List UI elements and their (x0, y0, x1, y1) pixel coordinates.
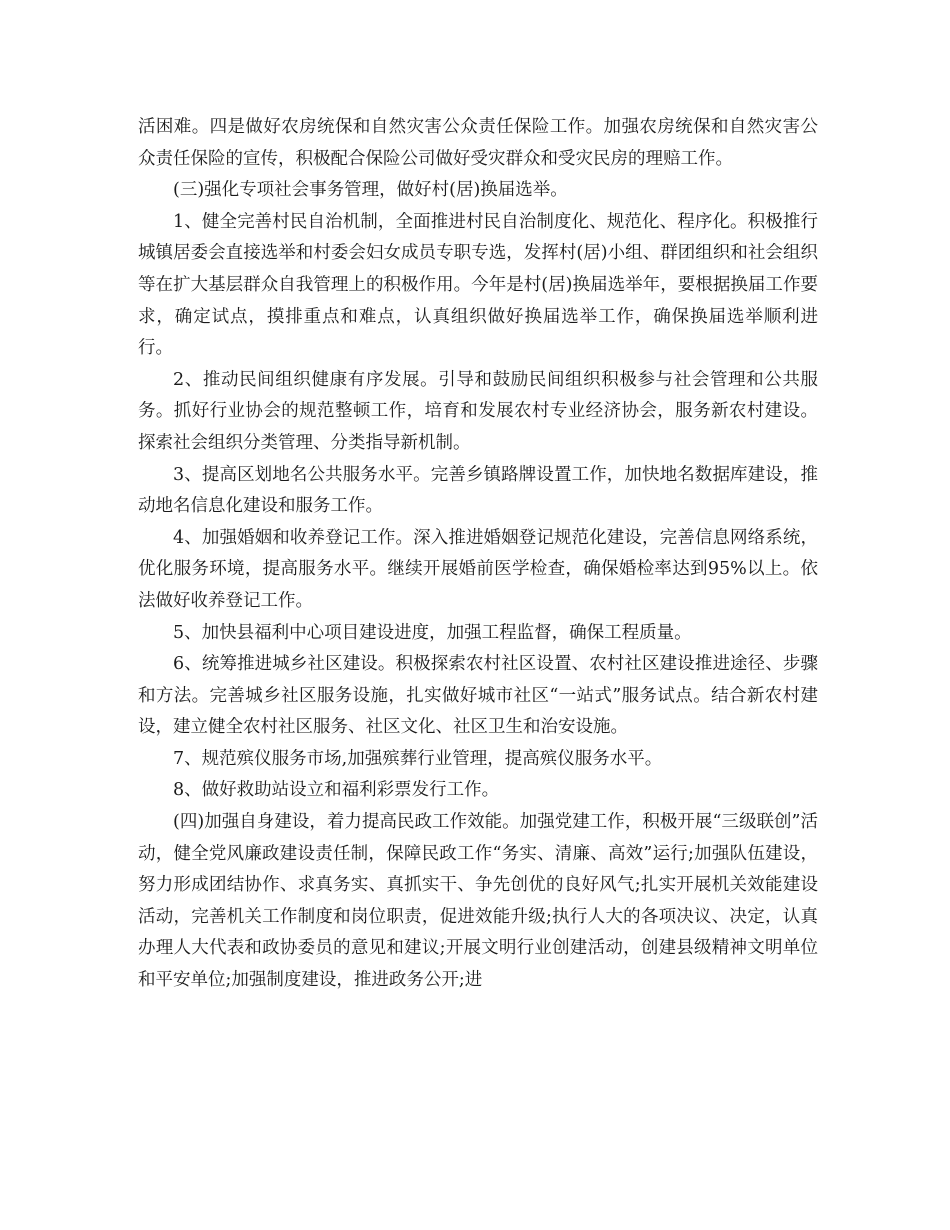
paragraph-item-5: 5、加快县福利中心项目建设进度，加强工程监督，确保工程质量。 (173, 622, 692, 643)
paragraph-item-6: 6、统筹推进城乡社区建设。积极探索农村社区设置、农村社区建设推进途径、步骤和方法。完善城乡社区服务设施，扎实做好城市社区“一站式”服务试点。结合新农村建设，建立健全农村社区服务、社区文化、社区卫生和治安设施。 (138, 654, 818, 738)
document-body (138, 112, 818, 997)
paragraph-item-1: 1、健全完善村民自治机制，全面推进村民自治制度化、规范化、程序化。积极推行城镇居委会直接选举和村委会妇女成员专职专选，发挥村(居)小组、群团组织和社会组织等在扩大基层群众自我管理上的积极作用。今年是村(居)换届选举年，要根据换届工作要求，确定试点，摸排重点和难点，认真组织做好换届选举工作，确保换届选举顺利进行。 (138, 211, 818, 359)
paragraph-item-2: 2、推动民间组织健康有序发展。引导和鼓励民间组织积极参与社会管理和公共服务。抓好行业协会的规范整顿工作，培育和发展农村专业经济协会，服务新农村建设。探索社会组织分类管理、分类指导新机制。 (138, 369, 818, 453)
paragraph-continuation: 活困难。四是做好农房统保和自然灾害公众责任保险工作。加强农房统保和自然灾害公众责任保险的宣传，积极配合保险公司做好受灾群众和受灾民房的理赔工作。 (138, 117, 818, 169)
paragraph-item-3: 3、提高区划地名公共服务水平。完善乡镇路牌设置工作，加快地名数据库建设，推动地名信息化建设和服务工作。 (138, 464, 818, 517)
paragraph-item-8: 8、做好救助站设立和福利彩票发行工作。 (173, 780, 500, 801)
paragraph-item-7: 7、规范殡仪服务市场,加强殡葬行业管理，提高殡仪服务水平。 (173, 748, 663, 769)
paragraph-item-4: 4、加强婚姻和收养登记工作。深入推进婚姻登记规范化建设，完善信息网络系统，优化服务环境，提高服务水平。继续开展婚前医学检查，确保婚检率达到95%以上。依法做好收养登记工作。 (138, 527, 818, 611)
section-heading-three: (三)强化专项社会事务管理，做好村(居)换届选举。 (173, 180, 568, 201)
section-paragraph-four: (四)加强自身建设，着力提高民政工作效能。加强党建工作，积极开展“三级联创”活动，健全党风廉政建设责任制，保障民政工作“务实、清廉、高效”运行;加强队伍建设，努力形成团结协作、求真务实、真抓实干、争先创优的良好风气;扎实开展机关效能建设活动，完善机关工作制度和岗位职责，促进效能升级;执行人大的各项决议、决定，认真办理人大代表和政协委员的意见和建议;开展文明行业创建活动，创建县级精神文明单位和平安单位;加强制度建设，推进政务公开;进 (138, 812, 818, 991)
